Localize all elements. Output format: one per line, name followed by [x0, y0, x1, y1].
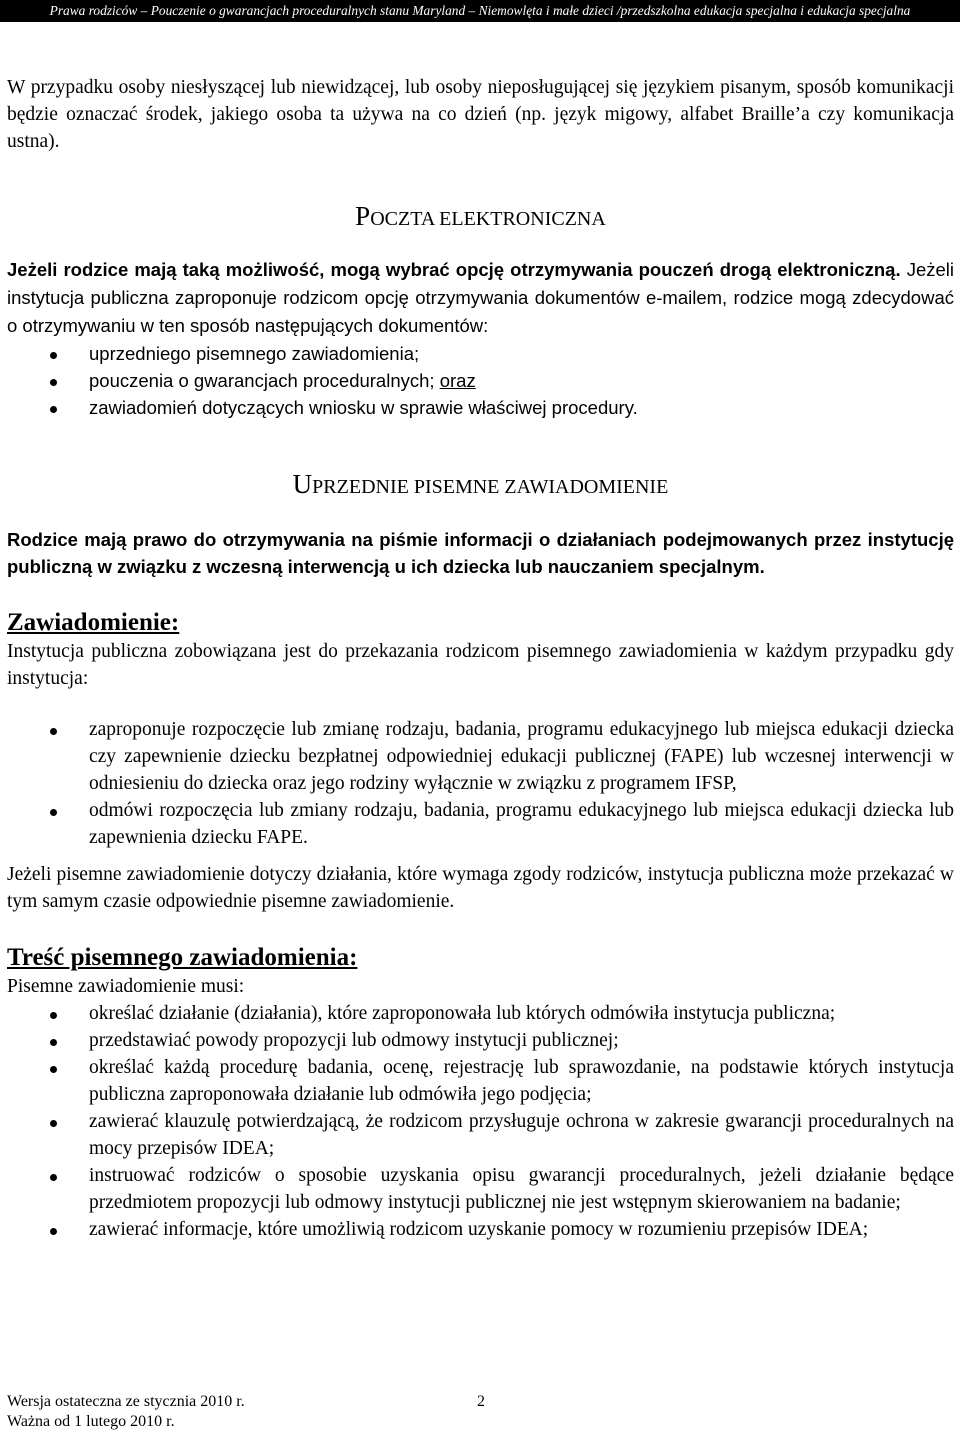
- list-item: zawierać informacje, które umożliwią rodzicom uzyskanie pomocy w rozumieniu przepisów IDEA;: [7, 1216, 954, 1243]
- email-paragraph: [7, 256, 954, 340]
- list-item: instruować rodziców o sposobie uzyskania opisu gwarancji proceduralnych, jeżeli działanie będące przedmiotem propozycji lub odmowy instytucji publicznej nie jest wstępnym skierowaniem na badanie;: [7, 1162, 954, 1216]
- tresc-list: [7, 1000, 954, 1243]
- tresc-intro: Pisemne zawiadomienie musi:: [7, 976, 245, 997]
- section-heading-notice: UPRZEDNIE PISEMNE ZAWIADOMIENIE: [292, 469, 669, 499]
- document-body: [7, 74, 954, 1243]
- tresc-heading: Treść pisemnego zawiadomienia:: [7, 944, 358, 971]
- running-header: [0, 0, 960, 22]
- email-bold-text: Jeżeli rodzice mają taką możliwość, mogą wybrać opcję otrzymywania pouczeń drogą elektroniczną.: [7, 259, 901, 280]
- list-item: przedstawiać powody propozycji lub odmowy instytucji publicznej;: [7, 1027, 954, 1054]
- bullet-icon: [50, 1120, 57, 1127]
- list-item: uprzedniego pisemnego zawiadomienia;: [7, 340, 954, 367]
- list-item: zawiadomień dotyczących wniosku w sprawie właściwej procedury.: [7, 394, 954, 421]
- footer-version: Wersja ostateczna ze stycznia 2010 r.: [7, 1393, 245, 1410]
- bullet-icon: [50, 1066, 57, 1073]
- footer-valid-date: Ważna od 1 lutego 2010 r.: [7, 1413, 175, 1430]
- list-item: zaproponuje rozpoczęcie lub zmianę rodzaju, badania, programu edukacyjnego lub miejsca edukacji dziecka czy zapewnienie dziecku bezpłatnej odpowiedniej edukacji publicznej (FAPE) lub wczesnej interwencji w odniesieniu do dziecka oraz jego rodziny wyłącznie w związku z programem IFSP,: [7, 716, 954, 797]
- zawiadomienie-heading: Zawiadomienie:: [7, 609, 180, 636]
- bullet-icon: [50, 1174, 57, 1181]
- page-footer: [7, 1392, 607, 1432]
- bullet-icon: [50, 728, 57, 735]
- list-item: pouczenia o gwarancjach proceduralnych; oraz: [7, 367, 954, 394]
- header-text: Prawa rodziców – Pouczenie o gwarancjach proceduralnych stanu Maryland – Niemowlęta i małe dzieci /przedszkolna edukacja specjalna i edukacja specjalna: [49, 3, 911, 18]
- page-number: 2: [477, 1393, 485, 1410]
- bullet-icon: [50, 379, 57, 386]
- list-item: określać działanie (działania), które zaproponowała lub których odmówiła instytucja publiczna;: [7, 1000, 954, 1027]
- notice-paragraph: Rodzice mają prawo do otrzymywania na piśmie informacji o działaniach podejmowanych przez instytucję publiczną w związku z wczesną interwencją u ich dziecka lub nauczaniem specjalnym.: [7, 529, 954, 577]
- section-heading-email: POCZTA ELEKTRONICZNA: [355, 201, 606, 231]
- intro-paragraph: W przypadku osoby niesłyszącej lub niewidzącej, lub osoby nieposługującej się językiem pisanym, sposób komunikacji będzie oznaczać środek, jakiego osoba ta używa na co dzień (np. język migowy, alfabet Braille’a czy komunikacja ustna).: [7, 77, 954, 152]
- list-item: odmówi rozpoczęcia lub zmiany rodzaju, badania, programu edukacyjnego lub miejsca edukacji dziecka lub zapewnienia dziecku FAPE.: [7, 797, 954, 851]
- bullet-icon: [50, 809, 57, 816]
- email-documents-list: [7, 340, 954, 421]
- bullet-icon: [50, 1039, 57, 1046]
- bullet-icon: [50, 352, 57, 359]
- bullet-icon: [50, 1012, 57, 1019]
- zawiadomienie-after: Jeżeli pisemne zawiadomienie dotyczy działania, które wymaga zgody rodziców, instytucja publiczna może przekazać w tym samym czasie odpowiednie pisemne zawiadomienie.: [7, 864, 954, 912]
- bullet-icon: [50, 1228, 57, 1235]
- bullet-icon: [50, 406, 57, 413]
- email-text: Jeżeli instytucja publiczna zaproponuje rodzicom opcję otrzymywania dokumentów e-mailem, rodzice mogą zdecydować o otrzymywaniu w ten sposób następujących dokumentów:: [7, 259, 954, 336]
- zawiadomienie-list: [7, 716, 954, 851]
- zawiadomienie-intro: Instytucja publiczna zobowiązana jest do przekazania rodzicom pisemnego zawiadomienia w każdym przypadku gdy instytucja:: [7, 641, 954, 689]
- list-item: określać każdą procedurę badania, ocenę, rejestrację lub sprawozdanie, na podstawie których instytucja publiczna zaproponowała działanie lub odmówiła jego podjęcia;: [7, 1054, 954, 1108]
- list-item: zawierać klauzulę potwierdzającą, że rodzicom przysługuje ochrona w zakresie gwarancji proceduralnych na mocy przepisów IDEA;: [7, 1108, 954, 1162]
